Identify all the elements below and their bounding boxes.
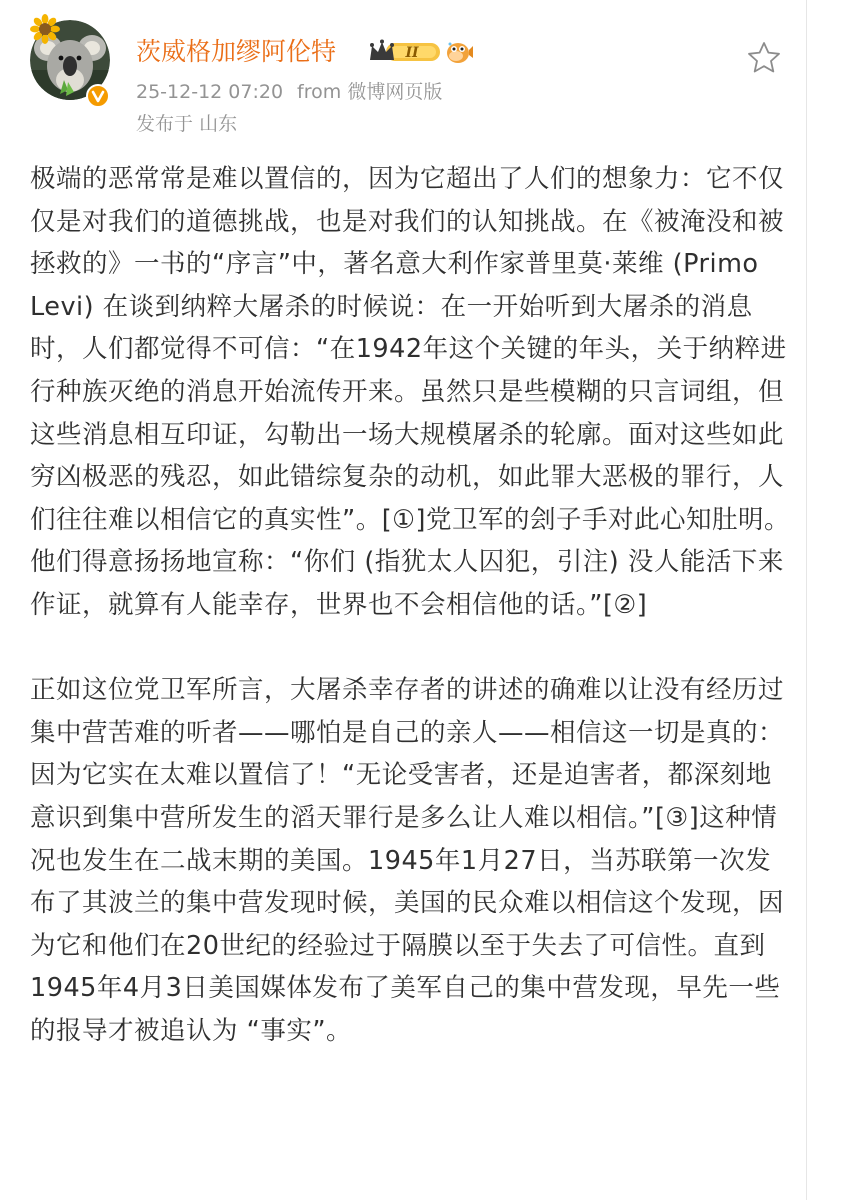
sunflower-icon: [30, 14, 60, 44]
divider: [806, 0, 807, 1200]
post-paragraph-1: 极端的恶常常是难以置信的，因为它超出了人们的想象力：它不仅仅是对我们的道德挑战，也是对我们的认知挑战。在《被淹没和被拯救的》一书的“序言”中，著名意大利作家普里莫·莱维 (Primo Levi) 在谈到纳粹大屠杀的时候说：在一开始听到大屠杀的消息时，人们都觉得不可信：“在1942年这个关键的年头，关于纳粹进行种族灭绝的消息开始流传开来。虽然只是些模糊的只言词组，但这些消息相互印证，勾勒出一场大规模屠杀的轮廓。面对这些如此穷凶极恶的残忍，如此错综复杂的动机，如此罪大恶极的罪行，人们往往难以相信它的真实性”。[①]党卫军的刽子手对此心知肚明。他们得意扬扬地宣称：“你们 (指犹太人囚犯，引注) 没人能活下来作证，就算有人能幸存，世界也不会相信他的话。”[②]: [30, 164, 790, 620]
avatar[interactable]: [30, 20, 110, 100]
post-content: [30, 158, 790, 1052]
location-label: 发布于: [136, 113, 194, 135]
source-prefix: from: [297, 81, 342, 103]
favorite-star-icon[interactable]: [746, 40, 782, 76]
member-level: II: [405, 45, 419, 61]
location-value: 山东: [199, 113, 238, 135]
post-meta: [136, 78, 442, 106]
crown-member-badge-icon[interactable]: [368, 38, 442, 66]
post-location: [136, 110, 237, 138]
post-timestamp: 25-12-12 07:20: [136, 81, 284, 103]
author-name[interactable]: 茨威格加缪阿伦特: [136, 37, 337, 66]
pufferfish-icon: [442, 36, 474, 68]
post-source: 微博网页版: [347, 81, 443, 103]
verified-badge-icon: [86, 84, 110, 108]
post-paragraph-2: 正如这位党卫军所言，大屠杀幸存者的讲述的确难以让没有经历过集中营苦难的听者——哪怕是自己的亲人——相信这一切是真的：因为它实在太难以置信了！“无论受害者，还是迫害者，都深刻地意识到集中营所发生的滔天罪行是多么让人难以相信。”[③]这种情况也发生在二战末期的美国。1945年1月27日，当苏联第一次发布了其波兰的集中营发现时候，美国的民众难以相信这个发现，因为它和他们在20世纪的经验过于隔膜以至于失去了可信性。直到1945年4月3日美国媒体发布了美军自己的集中营发现，早先一些的报导才被追认为 “事实”。: [30, 675, 785, 1046]
